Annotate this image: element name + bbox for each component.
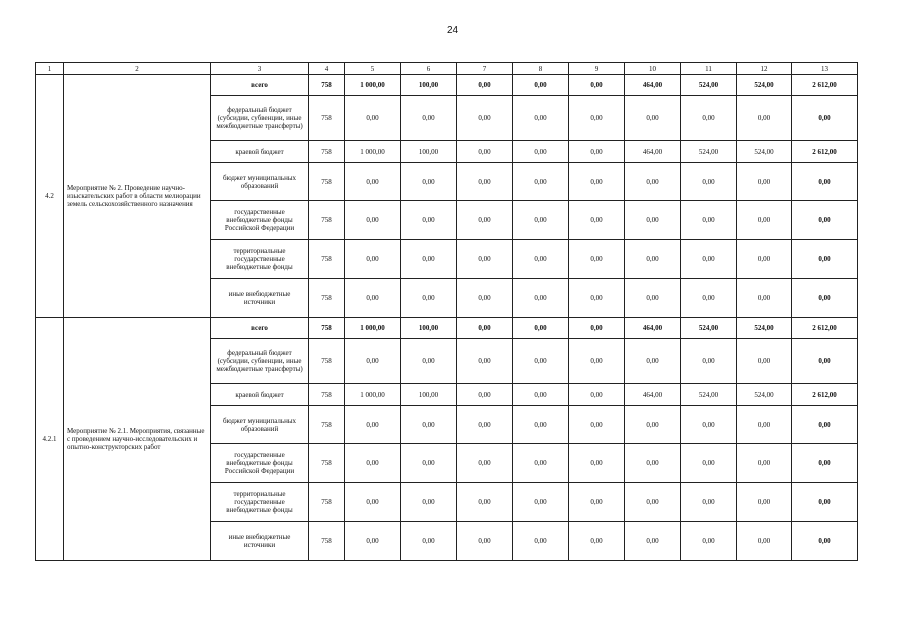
amount-cell: 0,00 xyxy=(345,163,401,201)
column-number: 8 xyxy=(513,63,569,75)
amount-cell: 464,00 xyxy=(625,384,681,406)
grbs-code-cell: 758 xyxy=(309,384,345,406)
grbs-code-cell: 758 xyxy=(309,75,345,96)
amount-cell: 0,00 xyxy=(569,141,625,163)
measure-name: Мероприятие № 2. Проведение научно-изыскательских работ в области мелиорации земель сельскохозяйственного назначения xyxy=(64,75,211,318)
amount-cell: 0,00 xyxy=(681,163,737,201)
column-number: 4 xyxy=(309,63,345,75)
total-cell: 0,00 xyxy=(792,240,858,279)
grbs-code-cell: 758 xyxy=(309,522,345,561)
amount-cell: 0,00 xyxy=(401,163,457,201)
amount-cell: 0,00 xyxy=(401,279,457,318)
column-number: 3 xyxy=(211,63,309,75)
amount-cell: 0,00 xyxy=(681,240,737,279)
amount-cell: 0,00 xyxy=(345,444,401,483)
total-cell: 0,00 xyxy=(792,279,858,318)
funding-source: всего xyxy=(211,75,309,96)
column-number: 12 xyxy=(737,63,792,75)
amount-cell: 0,00 xyxy=(513,444,569,483)
total-cell: 0,00 xyxy=(792,483,858,522)
total-cell: 0,00 xyxy=(792,201,858,240)
amount-cell: 0,00 xyxy=(569,522,625,561)
amount-cell: 0,00 xyxy=(513,201,569,240)
measure-code: 4.2.1 xyxy=(36,318,64,561)
amount-cell: 0,00 xyxy=(345,339,401,384)
amount-cell: 0,00 xyxy=(681,339,737,384)
amount-cell: 524,00 xyxy=(737,75,792,96)
amount-cell: 0,00 xyxy=(345,240,401,279)
amount-cell: 524,00 xyxy=(681,384,737,406)
amount-cell: 0,00 xyxy=(513,163,569,201)
amount-cell: 524,00 xyxy=(737,384,792,406)
column-number: 9 xyxy=(569,63,625,75)
grbs-code-cell: 758 xyxy=(309,339,345,384)
column-number: 6 xyxy=(401,63,457,75)
amount-cell: 0,00 xyxy=(625,163,681,201)
amount-cell: 1 000,00 xyxy=(345,384,401,406)
amount-cell: 524,00 xyxy=(681,318,737,339)
amount-cell: 0,00 xyxy=(457,444,513,483)
amount-cell: 0,00 xyxy=(681,483,737,522)
amount-cell: 0,00 xyxy=(401,339,457,384)
amount-cell: 0,00 xyxy=(401,522,457,561)
amount-cell: 0,00 xyxy=(345,96,401,141)
amount-cell: 0,00 xyxy=(737,96,792,141)
funding-source: иные внебюджетные источники xyxy=(211,522,309,561)
amount-cell: 0,00 xyxy=(625,483,681,522)
amount-cell: 0,00 xyxy=(513,279,569,318)
table-row xyxy=(36,75,858,96)
amount-cell: 0,00 xyxy=(513,75,569,96)
amount-cell: 0,00 xyxy=(569,240,625,279)
amount-cell: 0,00 xyxy=(457,75,513,96)
total-cell: 0,00 xyxy=(792,163,858,201)
amount-cell: 0,00 xyxy=(457,279,513,318)
grbs-code-cell: 758 xyxy=(309,279,345,318)
amount-cell: 0,00 xyxy=(401,406,457,444)
amount-cell: 0,00 xyxy=(401,483,457,522)
amount-cell: 0,00 xyxy=(737,279,792,318)
funding-source: иные внебюджетные источники xyxy=(211,279,309,318)
page-number: 24 xyxy=(446,25,459,36)
amount-cell: 464,00 xyxy=(625,75,681,96)
amount-cell: 0,00 xyxy=(345,483,401,522)
funding-source: всего xyxy=(211,318,309,339)
column-number: 1 xyxy=(36,63,64,75)
amount-cell: 0,00 xyxy=(737,240,792,279)
amount-cell: 0,00 xyxy=(457,96,513,141)
column-number: 10 xyxy=(625,63,681,75)
funding-source: бюджет муниципальных образований xyxy=(211,163,309,201)
amount-cell: 0,00 xyxy=(513,240,569,279)
amount-cell: 0,00 xyxy=(737,339,792,384)
amount-cell: 1 000,00 xyxy=(345,141,401,163)
amount-cell: 0,00 xyxy=(513,96,569,141)
amount-cell: 0,00 xyxy=(345,279,401,318)
table-row xyxy=(36,318,858,339)
amount-cell: 0,00 xyxy=(513,483,569,522)
amount-cell: 0,00 xyxy=(625,279,681,318)
amount-cell: 0,00 xyxy=(513,406,569,444)
amount-cell: 100,00 xyxy=(401,318,457,339)
amount-cell: 0,00 xyxy=(681,279,737,318)
total-cell: 0,00 xyxy=(792,522,858,561)
amount-cell: 0,00 xyxy=(513,141,569,163)
grbs-code-cell: 758 xyxy=(309,406,345,444)
amount-cell: 0,00 xyxy=(737,483,792,522)
funding-source: федеральный бюджет (субсидии, субвенции, иные межбюджетные трансферты) xyxy=(211,96,309,141)
amount-cell: 1 000,00 xyxy=(345,318,401,339)
amount-cell: 464,00 xyxy=(625,318,681,339)
funding-source: федеральный бюджет (субсидии, субвенции, иные межбюджетные трансферты) xyxy=(211,339,309,384)
amount-cell: 0,00 xyxy=(513,522,569,561)
amount-cell: 0,00 xyxy=(681,201,737,240)
column-number: 11 xyxy=(681,63,737,75)
amount-cell: 100,00 xyxy=(401,384,457,406)
measure-code: 4.2 xyxy=(36,75,64,318)
total-cell: 2 612,00 xyxy=(792,384,858,406)
grbs-code-cell: 758 xyxy=(309,141,345,163)
amount-cell: 464,00 xyxy=(625,141,681,163)
amount-cell: 0,00 xyxy=(681,96,737,141)
amount-cell: 0,00 xyxy=(345,406,401,444)
amount-cell: 0,00 xyxy=(569,318,625,339)
amount-cell: 0,00 xyxy=(457,240,513,279)
total-cell: 2 612,00 xyxy=(792,141,858,163)
amount-cell: 0,00 xyxy=(401,240,457,279)
amount-cell: 0,00 xyxy=(569,384,625,406)
total-cell: 0,00 xyxy=(792,339,858,384)
budget-table xyxy=(35,62,858,561)
amount-cell: 1 000,00 xyxy=(345,75,401,96)
amount-cell: 0,00 xyxy=(457,318,513,339)
amount-cell: 0,00 xyxy=(345,522,401,561)
funding-source: государственные внебюджетные фонды Российской Федерации xyxy=(211,444,309,483)
amount-cell: 0,00 xyxy=(737,163,792,201)
amount-cell: 524,00 xyxy=(681,141,737,163)
amount-cell: 0,00 xyxy=(681,444,737,483)
amount-cell: 0,00 xyxy=(625,201,681,240)
column-number: 7 xyxy=(457,63,513,75)
column-number-row xyxy=(36,63,858,75)
amount-cell: 0,00 xyxy=(457,522,513,561)
amount-cell: 0,00 xyxy=(681,406,737,444)
amount-cell: 0,00 xyxy=(457,406,513,444)
amount-cell: 524,00 xyxy=(737,141,792,163)
amount-cell: 0,00 xyxy=(625,444,681,483)
amount-cell: 0,00 xyxy=(513,339,569,384)
amount-cell: 100,00 xyxy=(401,75,457,96)
amount-cell: 0,00 xyxy=(737,406,792,444)
grbs-code-cell: 758 xyxy=(309,96,345,141)
amount-cell: 0,00 xyxy=(401,201,457,240)
amount-cell: 0,00 xyxy=(569,75,625,96)
total-cell: 0,00 xyxy=(792,444,858,483)
column-number: 2 xyxy=(64,63,211,75)
amount-cell: 0,00 xyxy=(625,522,681,561)
amount-cell: 0,00 xyxy=(625,240,681,279)
amount-cell: 0,00 xyxy=(569,339,625,384)
total-cell: 0,00 xyxy=(792,406,858,444)
amount-cell: 0,00 xyxy=(569,444,625,483)
funding-source: территориальные государственные внебюджетные фонды xyxy=(211,483,309,522)
amount-cell: 0,00 xyxy=(737,522,792,561)
amount-cell: 0,00 xyxy=(569,201,625,240)
grbs-code-cell: 758 xyxy=(309,201,345,240)
amount-cell: 524,00 xyxy=(737,318,792,339)
funding-source: краевой бюджет xyxy=(211,141,309,163)
amount-cell: 0,00 xyxy=(681,522,737,561)
total-cell: 2 612,00 xyxy=(792,318,858,339)
amount-cell: 0,00 xyxy=(625,406,681,444)
funding-source: территориальные государственные внебюджетные фонды xyxy=(211,240,309,279)
amount-cell: 0,00 xyxy=(625,339,681,384)
amount-cell: 0,00 xyxy=(625,96,681,141)
funding-source: государственные внебюджетные фонды Российской Федерации xyxy=(211,201,309,240)
measure-name: Мероприятие № 2.1. Мероприятия, связанные с проведением научно-исследовательских и опытно-конструкторских работ xyxy=(64,318,211,561)
grbs-code-cell: 758 xyxy=(309,444,345,483)
amount-cell: 0,00 xyxy=(569,406,625,444)
amount-cell: 0,00 xyxy=(457,201,513,240)
amount-cell: 0,00 xyxy=(345,201,401,240)
grbs-code-cell: 758 xyxy=(309,483,345,522)
total-cell: 0,00 xyxy=(792,96,858,141)
amount-cell: 0,00 xyxy=(457,141,513,163)
amount-cell: 0,00 xyxy=(401,96,457,141)
funding-source: бюджет муниципальных образований xyxy=(211,406,309,444)
amount-cell: 0,00 xyxy=(569,279,625,318)
amount-cell: 0,00 xyxy=(737,444,792,483)
funding-source: краевой бюджет xyxy=(211,384,309,406)
amount-cell: 0,00 xyxy=(737,201,792,240)
amount-cell: 0,00 xyxy=(401,444,457,483)
amount-cell: 0,00 xyxy=(457,384,513,406)
column-number: 5 xyxy=(345,63,401,75)
amount-cell: 100,00 xyxy=(401,141,457,163)
column-number: 13 xyxy=(792,63,858,75)
amount-cell: 0,00 xyxy=(513,318,569,339)
amount-cell: 524,00 xyxy=(681,75,737,96)
amount-cell: 0,00 xyxy=(513,384,569,406)
amount-cell: 0,00 xyxy=(569,96,625,141)
amount-cell: 0,00 xyxy=(569,163,625,201)
amount-cell: 0,00 xyxy=(457,339,513,384)
total-cell: 2 612,00 xyxy=(792,75,858,96)
amount-cell: 0,00 xyxy=(457,163,513,201)
amount-cell: 0,00 xyxy=(457,483,513,522)
grbs-code-cell: 758 xyxy=(309,240,345,279)
amount-cell: 0,00 xyxy=(569,483,625,522)
grbs-code-cell: 758 xyxy=(309,163,345,201)
grbs-code-cell: 758 xyxy=(309,318,345,339)
